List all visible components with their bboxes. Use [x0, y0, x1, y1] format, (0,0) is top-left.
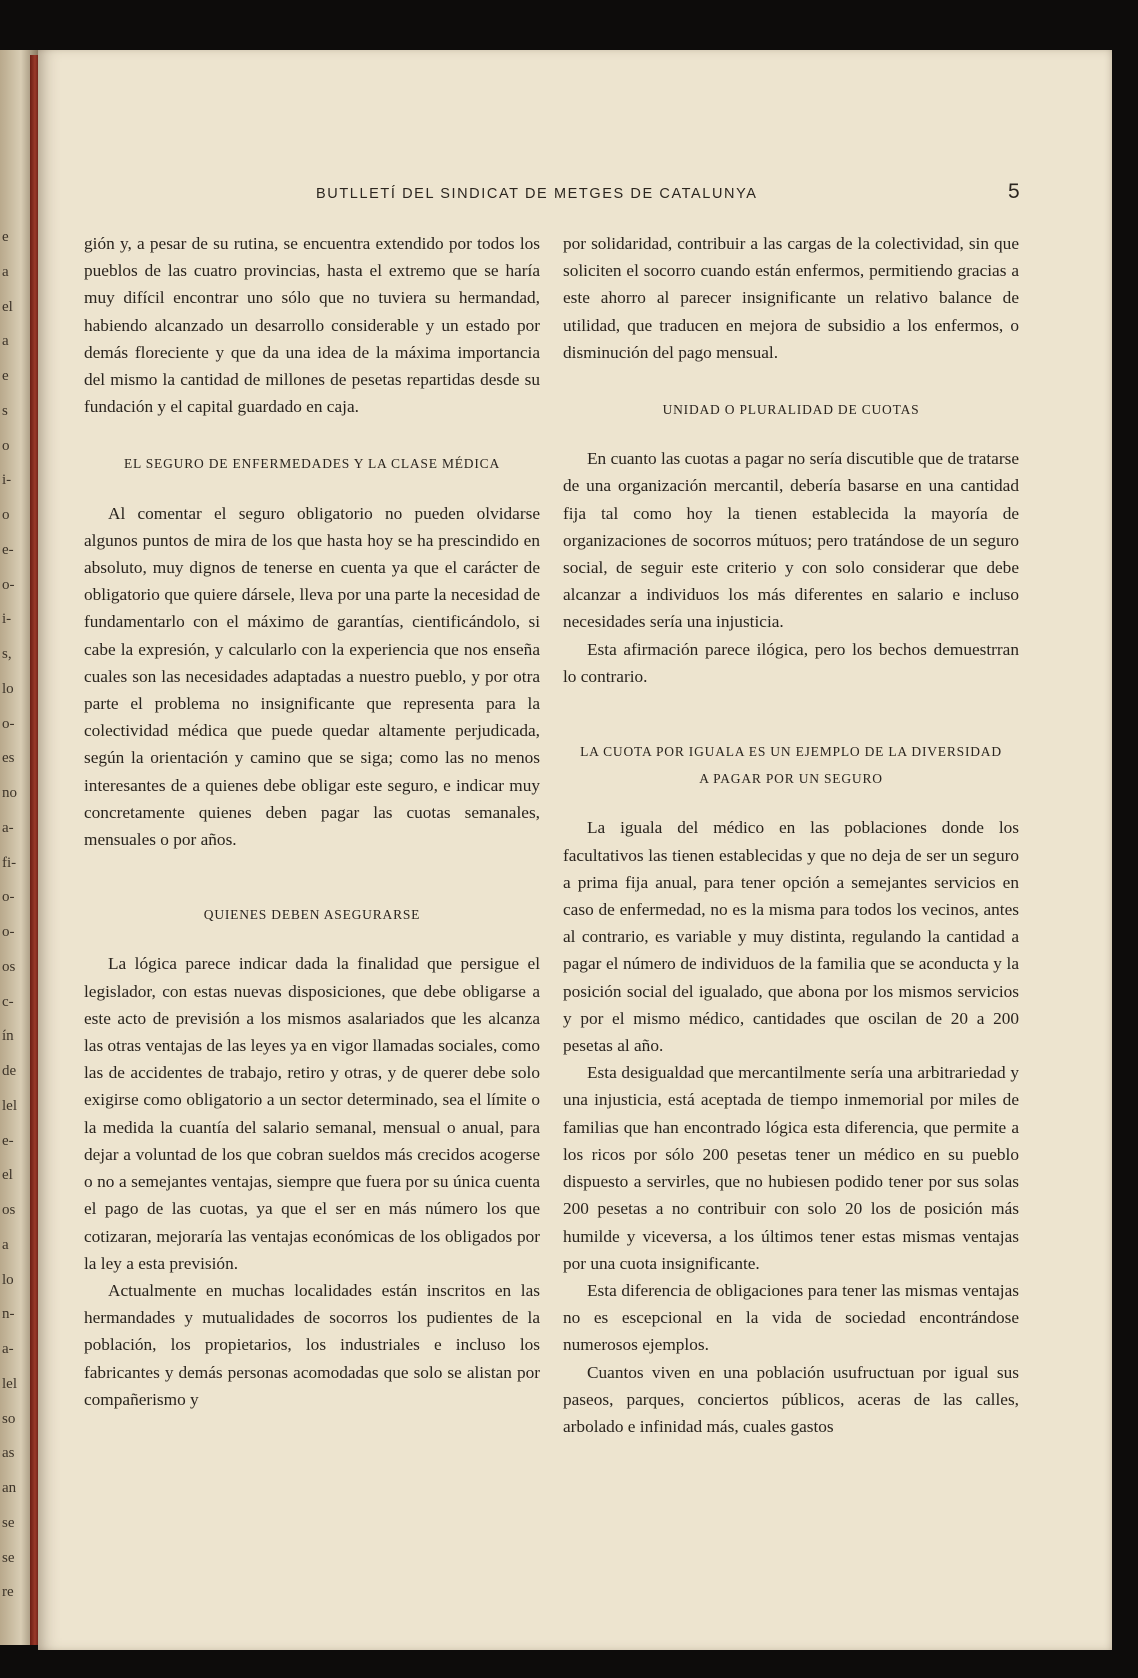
margin-text-fragment: n-	[2, 1306, 15, 1323]
section-heading: UNIDAD O PLURALIDAD DE CUOTAS	[662, 402, 920, 418]
margin-text-fragment: i-	[2, 611, 12, 628]
section-heading-continuation: A PAGAR POR UN SEGURO	[699, 771, 883, 787]
left-column	[84, 230, 540, 1413]
page-header	[38, 180, 1112, 208]
paragraph: Esta diferencia de obligaciones para tener las mismas ventajas no es escepcional en la vida de sociedad encontrándose numerosos ejemplos.	[563, 1280, 1019, 1355]
margin-text-fragment: os	[2, 958, 16, 975]
margin-text-fragment: o-	[2, 889, 15, 906]
running-title: BUTLLETÍ DEL SINDICAT DE METGES DE CATALUNYA	[316, 186, 758, 202]
margin-text-fragment: lo	[2, 680, 14, 697]
margin-text-fragment: c-	[2, 993, 14, 1010]
margin-text-fragment: lel	[2, 1375, 17, 1392]
margin-text-fragment: o	[2, 507, 10, 523]
margin-text-fragment: se	[2, 1549, 15, 1566]
margin-text-fragment: os	[2, 1202, 16, 1218]
paragraph: En cuanto las cuotas a pagar no sería discutible que de tratarse de una organización mercantil, debería basarse en una cantidad fija tal como hoy la tienen establecida la mayoría de organizaciones de socorros mútuos; pero tratándose de un seguro social, de seguir este criterio y con solo considerar que debe alcanzar a individuos los más diferentes en salario e incluso necesidades sería una injusticia.	[563, 449, 1019, 632]
margin-text-fragment: es	[2, 750, 15, 767]
paragraph: Esta afirmación parece ilógica, pero los bechos demuestrran lo contrario.	[563, 639, 1019, 686]
paragraph: Cuantos viven en una población usufructuan por igual sus paseos, parques, conciertos públicos, aceras de las calles, arbolado e infinidad más, cuales gastos	[563, 1362, 1019, 1436]
margin-text-fragment: o-	[2, 715, 15, 732]
paragraph: gión y, a pesar de su rutina, se encuentra extendido por todos los pueblos de las cuatro provincias, hasta el extremo que se haría muy difícil encontrar uno sólo que no tuviera su hermandad, habiendo alcanzado un desarrollo considerable y un estado por demás floreciente y que da una idea de la máxima importancia del mismo la cantidad de millones de pesetas repartidas desde su fundación y el capital guardado en caja.	[84, 234, 540, 417]
margin-text-fragment: ín	[2, 1028, 14, 1045]
paragraph: La iguala del médico en las poblaciones donde los facultativos las tienen establecidas y que no deja de ser un seguro a prima fija anual, para tener opción a semejantes servicios en caso de enfermedad, no es la misma para todos los vecinos, antes al contrario, es variable y muy distinta, regulando la cantidad a pagar el número de individuos de la familia que se aconducta y la posición social del igualado, que abona por los mismos servicios y por el mismo médico, cantidades que oscilan de 20 a 200 pesetas al año.	[563, 818, 1019, 1056]
margin-text-fragment: a-	[2, 819, 14, 836]
margin-text-fragment: fi-	[2, 854, 17, 871]
margin-text-fragment: de	[2, 1063, 17, 1079]
margin-text-fragment: e	[2, 368, 9, 384]
section-heading: QUIENES DEBEN ASEGURARSE	[203, 907, 421, 923]
margin-text-fragment: i-	[2, 472, 12, 489]
margin-text-fragment: s,	[2, 646, 12, 662]
section-heading: LA CUOTA POR IGUALA ES UN EJEMPLO DE LA DIVERSIDAD	[580, 744, 1002, 760]
margin-text-fragment: a-	[2, 1341, 14, 1357]
right-column	[563, 230, 1019, 1440]
page-number: 5	[1008, 180, 1020, 203]
margin-text-fragment: a	[2, 263, 9, 280]
margin-text-fragment: an	[2, 1480, 17, 1496]
document-page	[38, 50, 1112, 1650]
paragraph: Actualmente en muchas localidades están inscritos en las hermandades y mutualidades de socorros los pudientes de la población, los propietarios, los industriales e incluso los fabricantes y demás personas acomodadas que solo se alistan por compañerismo y	[84, 1280, 540, 1409]
margin-text-fragment: so	[2, 1410, 16, 1427]
margin-text-fragment: lo	[2, 1271, 14, 1288]
margin-text-fragment: o-	[2, 924, 15, 940]
margin-text-fragment: lel	[2, 1097, 17, 1114]
margin-text-fragment: s	[2, 402, 8, 419]
paragraph: por solidaridad, contribuir a las cargas de la colectividad, sin que soliciten el socorro cuando están enfermos, permitiendo gracias a este ahorro al parecer insignificante un relativo balance de utilidad, que traducen en mejora de subsidio a los enfermos, o disminución del pago mensual.	[563, 234, 1019, 362]
paragraph: Esta desigualdad que mercantilmente sería una arbitrariedad y una injusticia, está aceptada de tiempo inmemorial por miles de familias que han encontrado lógica esta diferencia, que permite a los ricos por sólo 200 pesetas tener un médico en su pueblo dispuesto a servirles, que no hubiesen podido tener por sus solas 200 pesetas a no contribuir con solo 20 los de posición más humilde y viceversa, a los últimos tener estas mismas ventajas por una cuota insignificante.	[563, 1063, 1019, 1273]
margin-text-fragment: e-	[2, 541, 14, 558]
section-heading: EL SEGURO DE ENFERMEDADES Y LA CLASE MÉDICA	[123, 456, 501, 472]
margin-text-fragment: a	[2, 1236, 9, 1253]
margin-text-fragment: no	[2, 785, 17, 801]
margin-text-fragment: a	[2, 333, 9, 350]
margin-text-fragment: as	[2, 1445, 15, 1462]
margin-text-fragment: el	[2, 1167, 13, 1184]
margin-text-fragment: e-	[2, 1132, 14, 1149]
paragraph: La lógica parece indicar dada la finalidad que persigue el legislador, con estas nuevas disposiciones, que debe obligarse a este acto de previsión a los mismos asalariados que les alcanza las otras ventajas de las leyes ya en vigor llamadas sociales, como las de accidentes de trabajo, retiro y otras, y de querer debe solo exigirse como obligatorio a un sector determinado, sea el límite o la medida la cuantía del salario semanal, mensual o anual, para dejar a voluntad de los que cobran sueldos más crecidos acogerse o no a semejantes ventajas, siempre que fuera por su única cuenta el pago de las cuotas, ya que el ser en más número los que cotizaran, mejoraría las ventajas económicas de los obligados por la ley a esta previsión.	[84, 954, 540, 1273]
margin-text-fragment: o-	[2, 576, 15, 593]
margin-text-fragment: e	[2, 229, 9, 245]
margin-text-fragment: el	[2, 298, 13, 315]
margin-text-fragment: o	[2, 437, 10, 454]
margin-text-fragment: se	[2, 1514, 15, 1531]
paragraph: Al comentar el seguro obligatorio no pueden olvidarse algunos puntos de mira de los que hasta hoy se ha prescindido en absoluto, muy dignos de tenerse en cuenta ya que el carácter de obligatorio que quiere dársele, lleva por una parte la necesidad de fundamentarlo con el máximo de garantías, cientificándolo, si cabe la expresión, y calcularlo con la experiencia que nos enseña cuales son las necesidades adaptadas a nuestro pueblo, y por otra parte el problema no insignificante que representa para la colectividad médica que puede quedar altamente perjudicada, según la orientación y camino que se siga; como las no menos interesantes de a quienes debe obligar este seguro, e indicar muy concretamente quienes deben pagar las cuotas semanales, mensuales o por años.	[84, 503, 540, 850]
margin-text-fragment: re	[2, 1584, 14, 1601]
